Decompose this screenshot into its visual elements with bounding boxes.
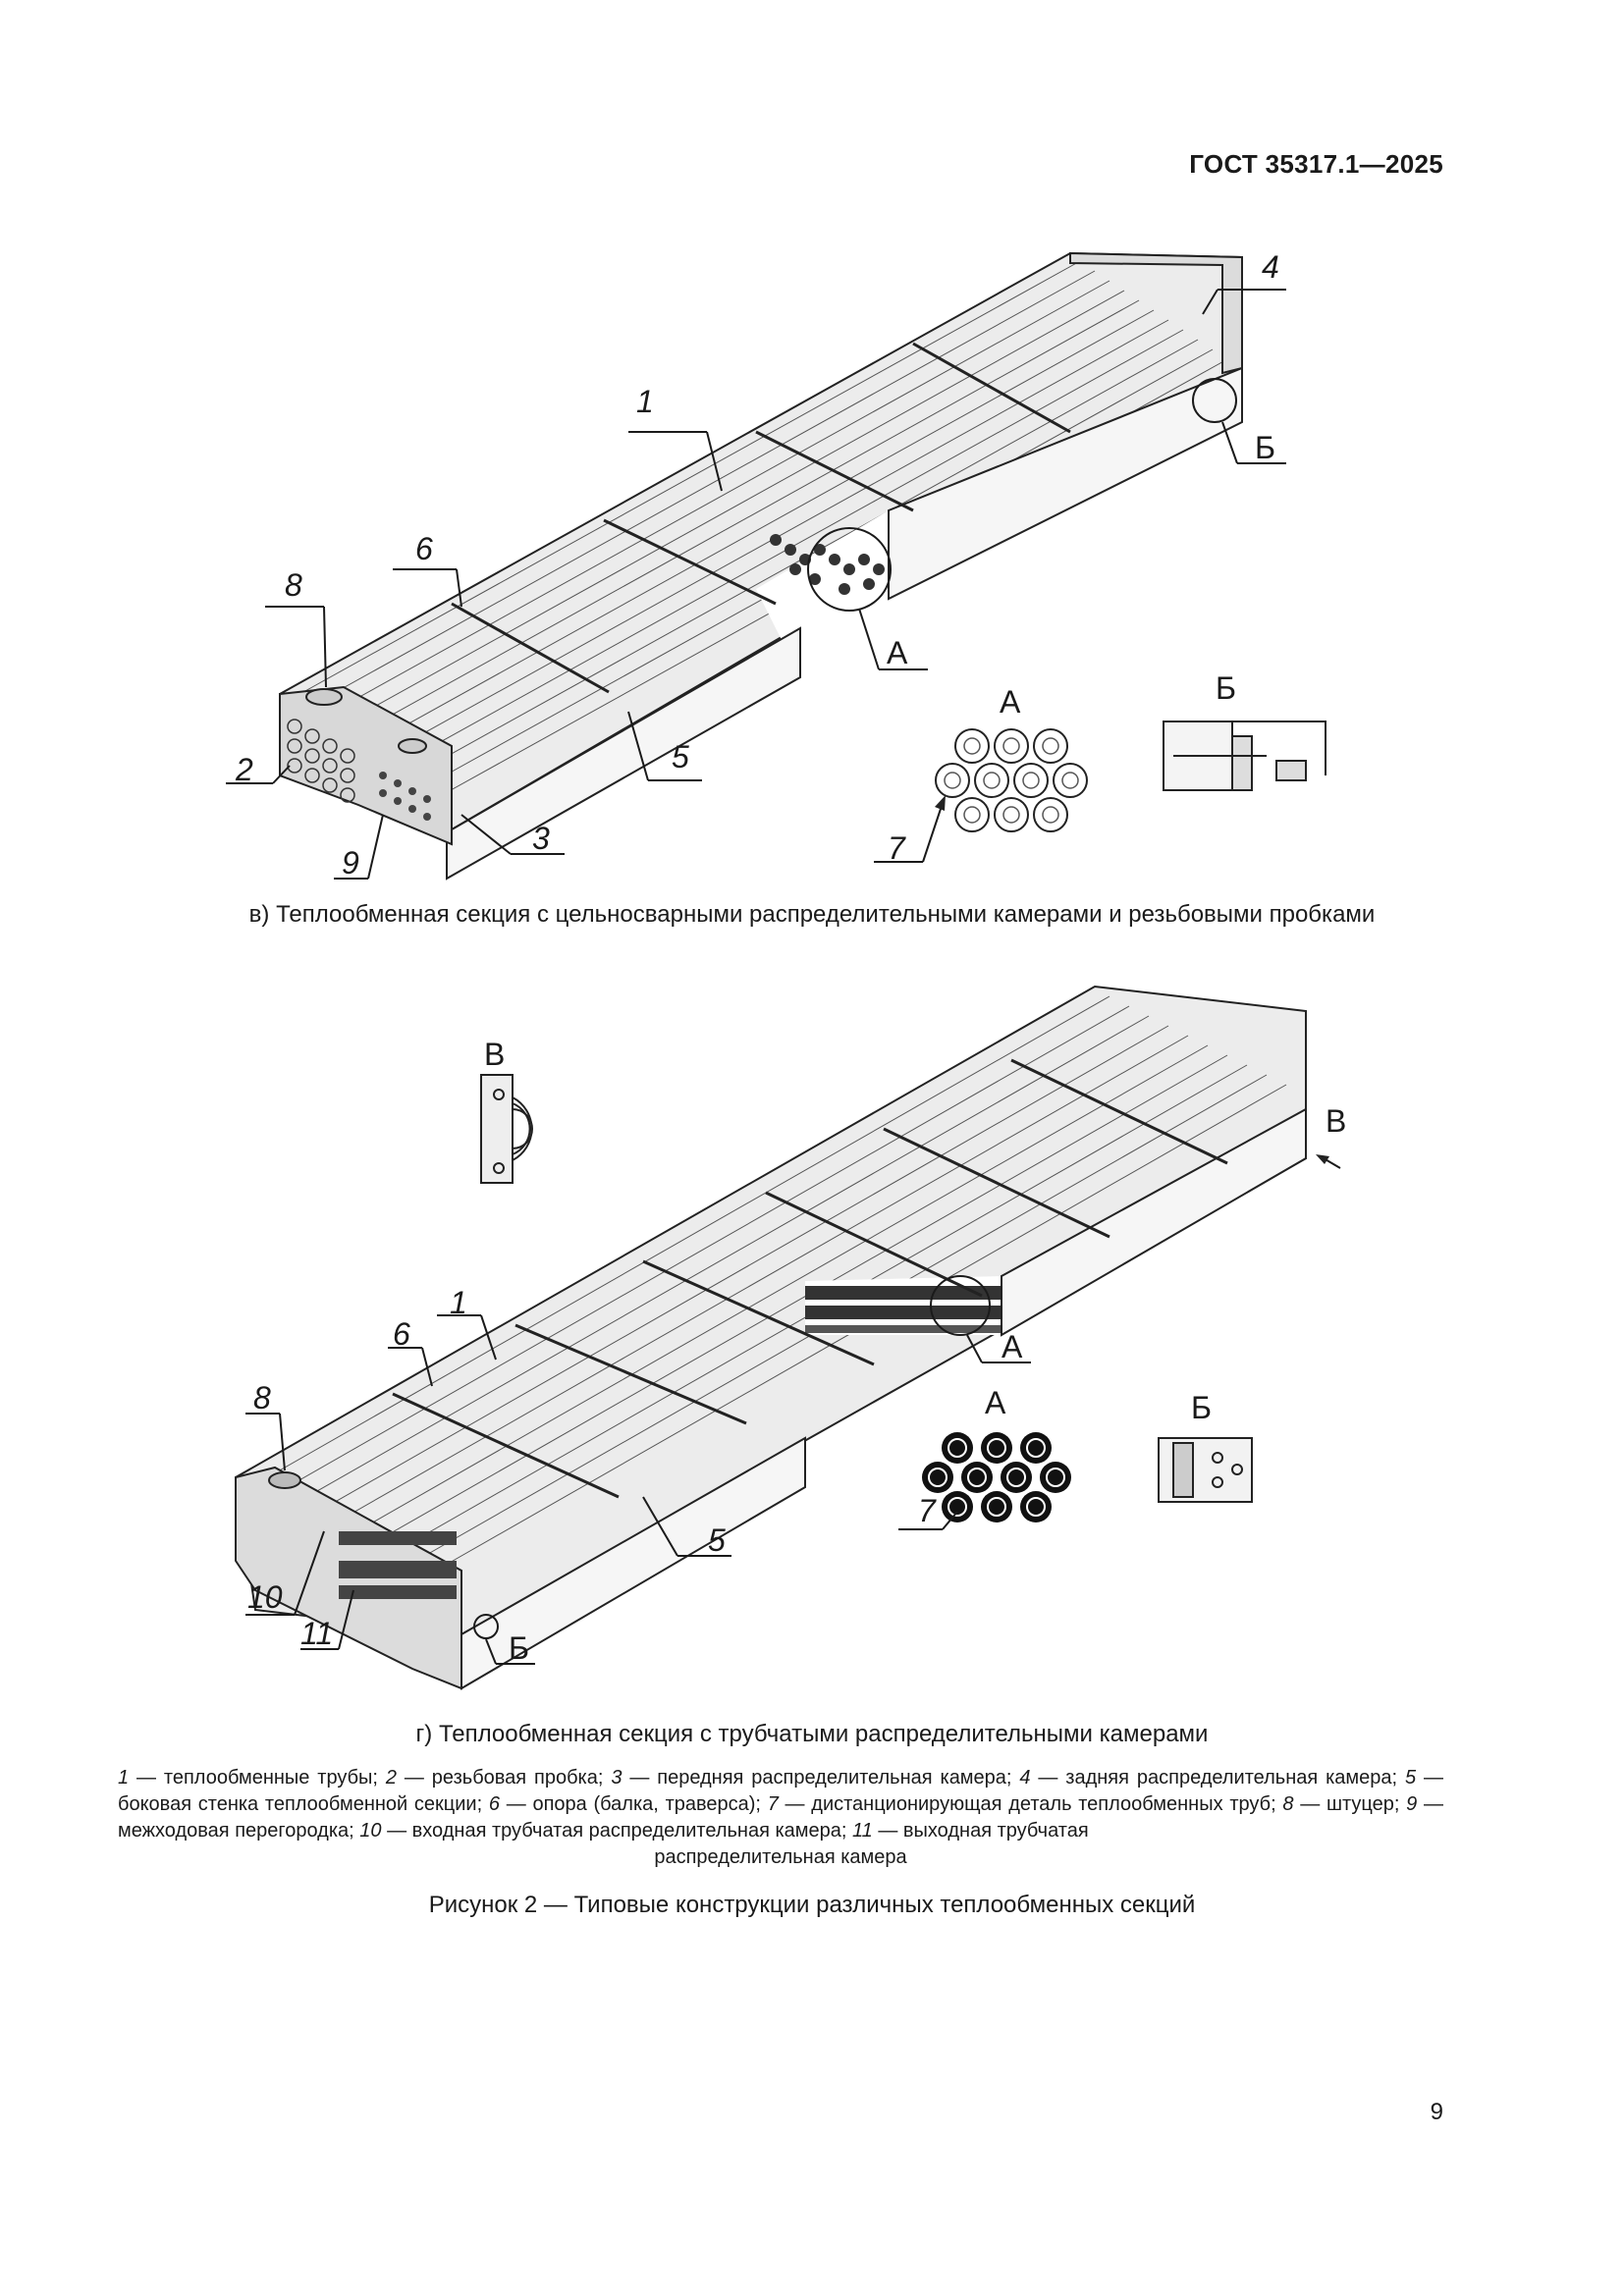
legend-num: 6 (488, 1793, 501, 1815)
figure-v-callout-7: 7 (888, 830, 905, 866)
legend-text: — резьбовая пробка; (397, 1767, 612, 1789)
figure-v-drawing (226, 253, 1326, 879)
legend-tail: распределительная камера (654, 1846, 907, 1868)
legend-num: 9 (1406, 1793, 1418, 1815)
figure-title: Рисунок 2 — Типовые конструкции различных теплообменных секций (428, 1892, 1196, 1918)
figure-g-callout-5: 5 (708, 1522, 726, 1558)
figure-v-callout-8: 8 (285, 567, 302, 603)
figure-g-callout-1: 1 (450, 1285, 467, 1320)
legend-num: 3 (611, 1767, 623, 1789)
page-number: 9 (1430, 2099, 1443, 2125)
figure-v-callout-5: 5 (672, 739, 689, 774)
legend-text: — передняя распределительная камера; (622, 1767, 1020, 1789)
figure-v-callout-9: 9 (342, 845, 359, 881)
figure-v-callout-6: 6 (415, 531, 433, 566)
figure-v-detail-b-marker: Б (1255, 430, 1275, 465)
legend-text: — межходовая перегородка; (118, 1793, 1443, 1842)
figure-g-callout-6: 6 (393, 1316, 410, 1352)
legend-num: 1 (118, 1767, 130, 1789)
legend-text: — боковая стенка теплообменной секции; (118, 1767, 1444, 1815)
figure-v-detail-a-marker: А (887, 635, 908, 670)
figure-g-callout-10: 10 (247, 1579, 283, 1615)
document-header: ГОСТ 35317.1—2025 (1189, 149, 1443, 179)
figure-v-callout-1: 1 (636, 384, 654, 419)
figure-v-detail-b-title: Б (1216, 670, 1236, 706)
figure-legend (118, 1765, 1443, 1871)
figure-g-callout-11: 11 (300, 1616, 334, 1651)
legend-text: — выходная трубчатая (872, 1820, 1089, 1842)
figure-g-detail-b-marker: Б (509, 1630, 529, 1666)
legend-num: 11 (852, 1820, 873, 1842)
legend-text: — дистанционирующая деталь теплообменных труб; (778, 1793, 1283, 1815)
legend-text: — штуцер; (1293, 1793, 1407, 1815)
figure-g-detail-v-marker: В (1326, 1103, 1347, 1139)
legend-num: 4 (1019, 1767, 1031, 1789)
figure-g-callout-7: 7 (918, 1493, 936, 1528)
figure-v-callout-2: 2 (236, 752, 253, 787)
figure-g-detail-v-title: В (484, 1037, 506, 1072)
figure-g-callout-8: 8 (253, 1380, 271, 1415)
figure-g-detail-a-marker: А (1001, 1329, 1023, 1364)
legend-text: — входная трубчатая распределительная камера; (381, 1820, 853, 1842)
figure-g-caption: г) Теплообменная секция с трубчатыми распределительными камерами (415, 1721, 1209, 1747)
figure-v-detail-a-title: А (1000, 684, 1021, 720)
figure-v-callout-3: 3 (532, 821, 550, 856)
figure-v-callout-4: 4 (1262, 249, 1279, 285)
figure-v-caption: в) Теплообменная секция с цельносварными распределительными камерами и резьбовыми пробками (248, 901, 1376, 928)
legend-text: — опора (балка, траверса); (500, 1793, 768, 1815)
figure-g-detail-b-title: Б (1191, 1390, 1212, 1425)
legend-num: 5 (1404, 1767, 1417, 1789)
legend-text: — задняя распределительная камера; (1030, 1767, 1405, 1789)
legend-num: 2 (385, 1767, 398, 1789)
legend-num: 8 (1282, 1793, 1294, 1815)
legend-num: 10 (359, 1820, 382, 1842)
legend-num: 7 (767, 1793, 779, 1815)
legend-text: — теплообменные трубы; (129, 1767, 386, 1789)
figure-g-detail-a-title: А (985, 1385, 1006, 1420)
